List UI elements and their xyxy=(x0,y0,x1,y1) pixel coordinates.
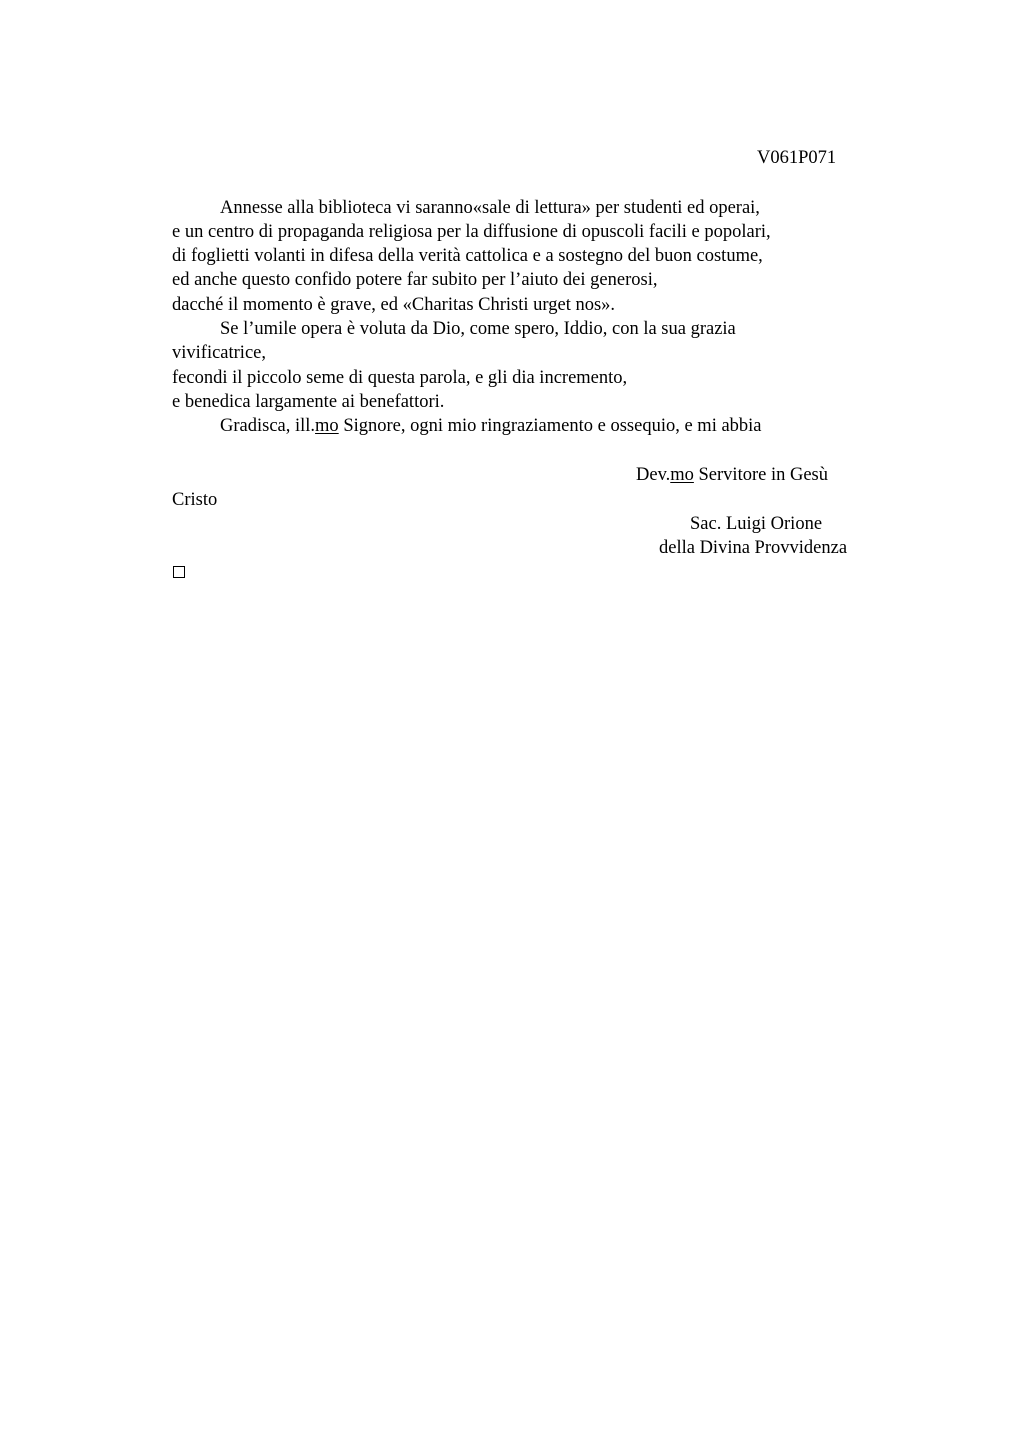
signoff-line xyxy=(636,463,828,487)
body-line-4: ed anche questo confido potere far subito per l’aiuto dei generosi, xyxy=(172,270,658,290)
signoff-abbrev: mo xyxy=(670,465,694,485)
signature-title: della Divina Provvidenza xyxy=(659,538,848,558)
closing-line-after: Signore, ogni mio ringraziamento e ossequio, e mi abbia xyxy=(338,416,762,436)
body-line-6: Se l’umile opera è voluta da Dio, come spero, Iddio, con la sua grazia xyxy=(220,319,736,339)
closing-line xyxy=(220,414,762,438)
signoff-after: Servitore in Gesù xyxy=(693,465,828,485)
body-line-9: e benedica largamente ai benefattori. xyxy=(172,392,445,412)
signoff-before: Dev. xyxy=(636,465,671,485)
body-line-7: vivificatrice, xyxy=(172,343,266,363)
closing-line-abbrev: mo xyxy=(315,416,339,436)
signature-name: Sac. Luigi Orione xyxy=(690,514,823,534)
closing-line-before: Gradisca, ill. xyxy=(220,416,316,436)
body-line-1: Annesse alla biblioteca vi saranno«sale di lettura» per studenti ed operai, xyxy=(220,198,760,218)
body-line-8: fecondi il piccolo seme di questa parola, e gli dia incremento, xyxy=(172,368,628,388)
body-line-2: e un centro di propaganda religiosa per la diffusione di opuscoli facili e popolari, xyxy=(172,222,771,242)
body-line-5: dacché il momento è grave, ed «Charitas Christi urget nos». xyxy=(172,295,616,315)
document-code: V061P071 xyxy=(757,148,837,168)
body-line-3: di foglietti volanti in difesa della verità cattolica e a sostegno del buon costume, xyxy=(172,246,763,266)
checkbox-icon xyxy=(173,566,185,578)
signoff-continuation: Cristo xyxy=(172,490,218,510)
